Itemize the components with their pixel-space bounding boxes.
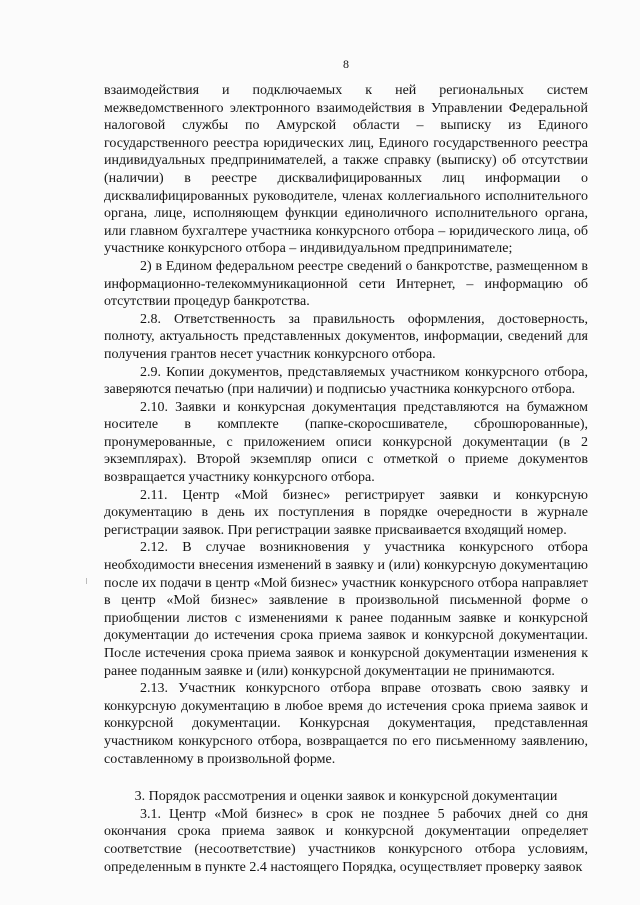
page-number: 8	[343, 57, 349, 71]
paragraph-2-8: 2.8. Ответственность за правильность оформления, достоверность, полноту, актуальность представленных документов, информации, сведений для получения грантов несет участник конкурсного отбора.	[104, 311, 588, 362]
paragraph-2-9: 2.9. Копии документов, представляемых участником конкурсного отбора, заверяются печатью (при наличии) и подписью участника конкурсного отбора.	[104, 364, 588, 398]
paragraph-2-12: 2.12. В случае возникновения у участника конкурсного отбора необходимости внесения изменений в заявку и (или) конкурсную документацию после их подачи в центр «Мой бизнес» участник конкурсного отбора направляет в центр «Мой бизнес» заявление в произвольной письменной форме о приобщении листов с изменениями к ранее поданным заявке и конкурсной документации до истечения срока приема заявок и конкурсной документации. После истечения срока приема заявок и конкурсной документации изменения к ранее поданным заявке и (или) конкурсной документации не принимаются.	[104, 540, 588, 679]
paragraph-3-1: 3.1. Центр «Мой бизнес» в срок не позднее 5 рабочих дней со дня окончания срока приема заявок и конкурсной документации определяет соответствие (несоответствие) участников конкурсного отбора условиям, определенным в пункте 2.4 настоящего Порядка, осуществляет проверку заявок	[104, 806, 588, 875]
paragraph-2-10: 2.10. Заявки и конкурсная документация представляются на бумажном носителе в комплекте (папке-скоросшивателе, сброшюрованные), пронумерованные, с приложением описи конкурсной документации (в 2 экземплярах). Второй экземпляр описи с отметкой о приеме документов возвращается участнику конкурсного отбора.	[104, 399, 588, 486]
paragraph-continuation: взаимодействия и подключаемых к ней региональных систем межведомственного электронного взаимодействия в Управлении Федеральной налоговой службы по Амурской области – выписку из Единого государственного реестра юридических лиц, Единого государственного реестра индивидуальных предпринимателей, а также справку (выписку) об отсутствии (наличии) в реестре дисквалифицированных лиц информации о дисквалифицированных руководителе, членах коллегиального исполнительного органа, лице, исполняющем функции единоличного исполнительного органа, или главном бухгалтере участника конкурсного отбора – юридического лица, об участнике конкурсного отбора – индивидуальном предпринимателе;	[104, 83, 588, 257]
section-heading: 3. Порядок рассмотрения и оценки заявок и конкурсной документации	[134, 789, 558, 805]
paragraph-item-2: 2) в Едином федеральном реестре сведений о банкротстве, размещенном в информационно-телекоммуникационной сети Интернет, – информацию об отсутствии процедур банкротства.	[104, 258, 588, 310]
margin-mark	[86, 578, 87, 584]
paragraph-2-11: 2.11. Центр «Мой бизнес» регистрирует заявки и конкурсную документацию в день их поступления в порядке очередности в журнале регистрации заявок. При регистрации заявке присваивается входящий номер.	[104, 487, 588, 538]
paragraph-2-13: 2.13. Участник конкурсного отбора вправе отозвать свою заявку и конкурсную документацию в любое время до истечения срока приема заявок и конкурсной документации. Конкурсная документация, представленная участником конкурсного отбора, возвращается по его письменному заявлению, составленному в произвольной форме.	[104, 681, 588, 767]
